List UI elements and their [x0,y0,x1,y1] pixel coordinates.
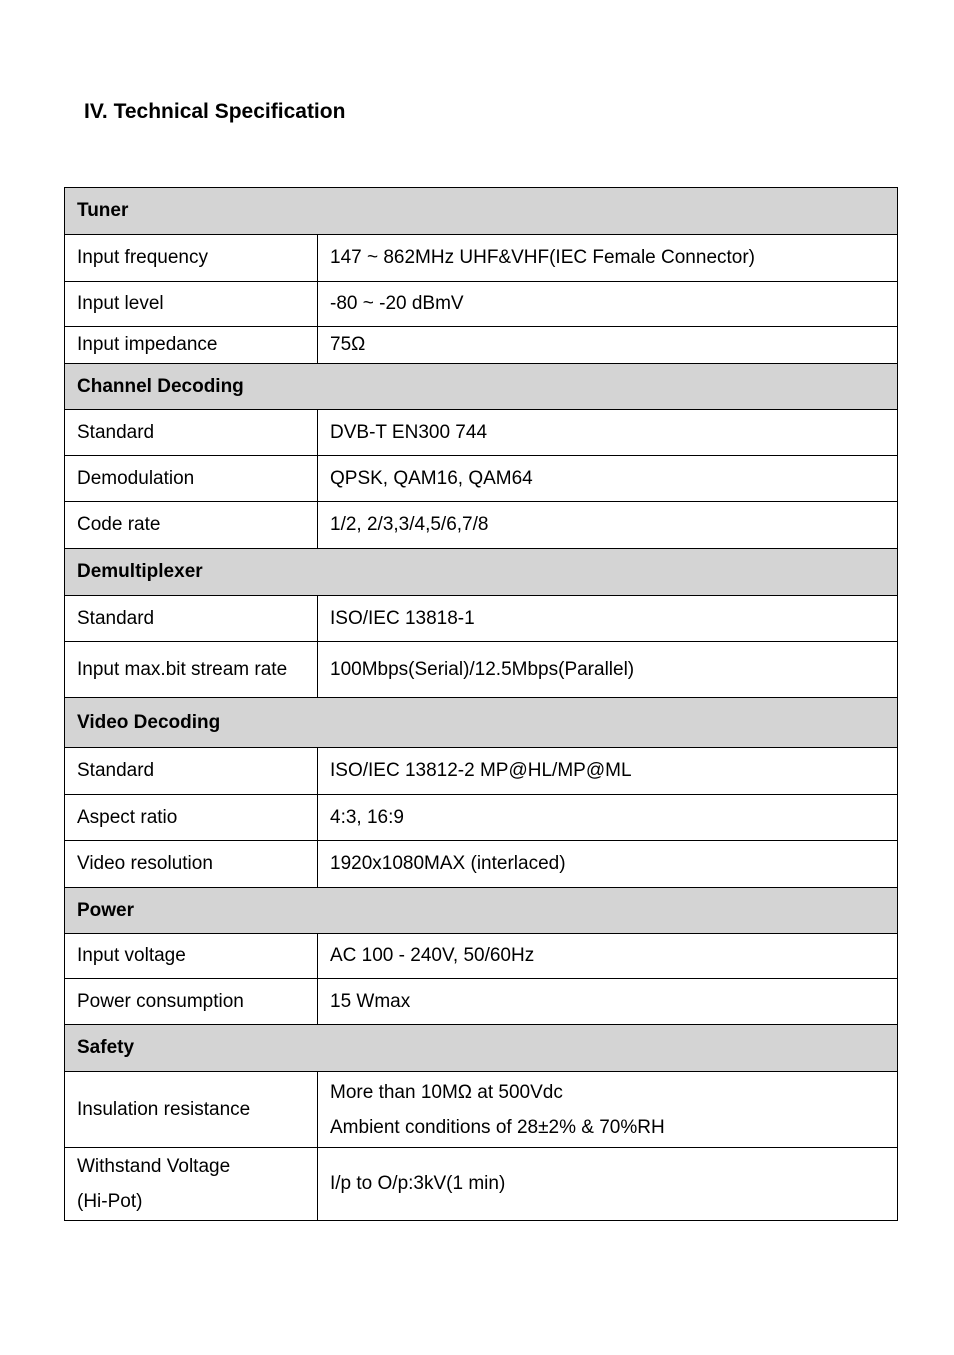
spec-label: Input impedance [65,327,318,364]
spec-label: Power consumption [65,979,318,1025]
spec-label: Insulation resistance [65,1072,318,1148]
spec-label: Demodulation [65,456,318,502]
spec-row [65,979,898,1025]
spec-value-line: ISO/IEC 13818-1 [330,607,475,629]
page-title: IV. Technical Specification [84,100,346,123]
spec-row [65,410,898,456]
spec-row [65,1072,898,1148]
spec-value-line: 100Mbps(Serial)/12.5Mbps(Parallel) [330,658,635,680]
spec-label: Aspect ratio [65,795,318,841]
spec-row [65,282,898,327]
spec-row [65,327,898,364]
section-title: Tuner [65,188,898,235]
spec-label: Input voltage [65,934,318,979]
spec-row [65,596,898,642]
spec-value [318,1148,898,1221]
spec-value-line: More than 10MΩ at 500Vdc [330,1081,563,1103]
spec-value [318,841,898,888]
spec-value-line: 1/2, 2/3,3/4,5/6,7/8 [330,514,489,535]
spec-label: Standard [65,596,318,642]
spec-value [318,327,898,364]
section-title: Video Decoding [65,698,898,748]
spec-label: Input level [65,282,318,327]
spec-value [318,410,898,456]
spec-label-line: (Hi-Pot) [77,1191,143,1212]
section-header [65,364,898,410]
spec-label: Input frequency [65,235,318,282]
spec-label: Standard [65,410,318,456]
spec-value [318,282,898,327]
spec-table [64,187,898,1221]
spec-value [318,795,898,841]
spec-value [318,456,898,502]
section-title: Safety [65,1025,898,1072]
spec-value-line: Ambient conditions of 28±2% & 70%RH [330,1116,665,1138]
spec-row [65,1148,898,1221]
spec-value-line: DVB-T EN300 744 [330,421,488,443]
spec-value-line: 4:3, 16:9 [330,806,404,828]
spec-value [318,979,898,1025]
spec-value-line: I/p to O/p:3kV(1 min) [330,1173,506,1194]
spec-row [65,502,898,549]
spec-row [65,235,898,282]
spec-row [65,934,898,979]
section-title: Channel Decoding [65,364,898,410]
spec-value [318,748,898,795]
spec-value-line: -80 ~ -20 dBmV [330,293,464,314]
spec-value [318,596,898,642]
section-title: Demultiplexer [65,549,898,596]
spec-label: Standard [65,748,318,795]
spec-label [65,1148,318,1221]
spec-value [318,642,898,698]
spec-label: Video resolution [65,841,318,888]
spec-value-line: 75Ω [330,334,366,355]
section-header [65,888,898,934]
spec-value-line: ISO/IEC 13812-2 MP@HL/MP@ML [330,760,632,781]
spec-row [65,795,898,841]
spec-value [318,934,898,979]
spec-label: Input max.bit stream rate [65,642,318,698]
spec-row [65,642,898,698]
section-header [65,698,898,748]
spec-value-line: 1920x1080MAX (interlaced) [330,853,566,874]
spec-value [318,235,898,282]
spec-table-body [65,188,898,1221]
section-header [65,1025,898,1072]
spec-row [65,748,898,795]
spec-row [65,841,898,888]
spec-value [318,502,898,549]
spec-value-line: QPSK, QAM16, QAM64 [330,467,533,489]
spec-value-line: 147 ~ 862MHz UHF&VHF(IEC Female Connector) [330,247,756,268]
spec-value [318,1072,898,1148]
section-header [65,188,898,235]
spec-row [65,456,898,502]
spec-label: Code rate [65,502,318,549]
spec-label-line: Withstand Voltage [77,1156,231,1177]
spec-value-line: 15 Wmax [330,990,411,1012]
spec-value-line: AC 100 - 240V, 50/60Hz [330,945,535,966]
section-title: Power [65,888,898,934]
section-header [65,549,898,596]
